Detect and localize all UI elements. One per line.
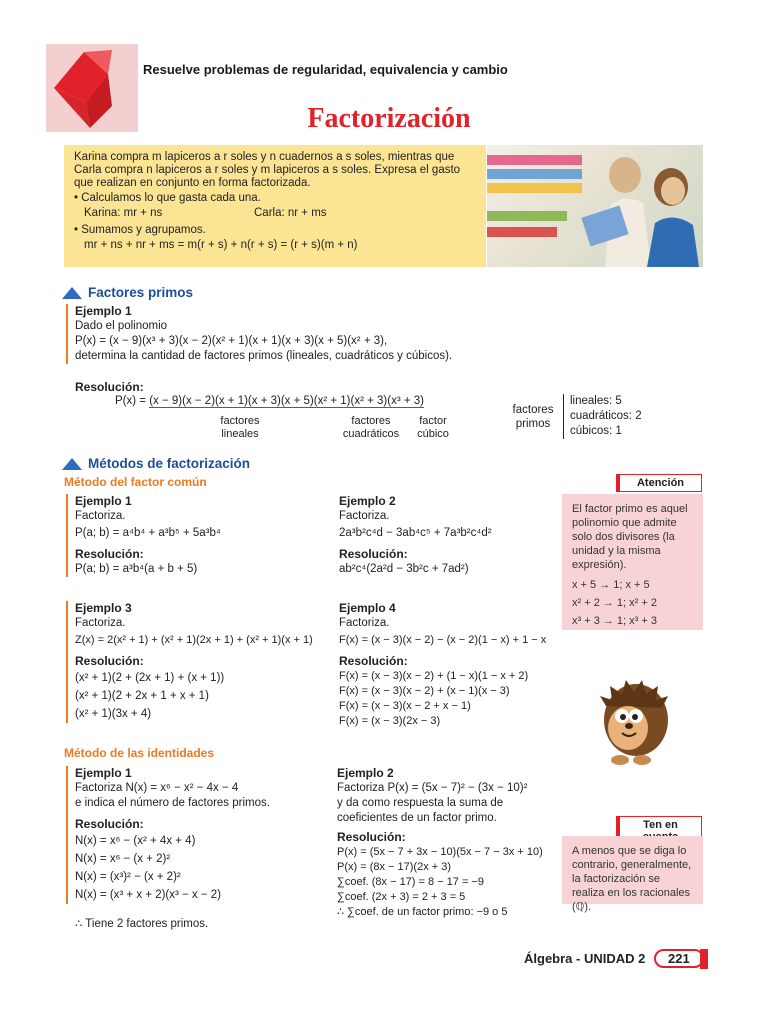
intro-bullet-2: • Sumamos y agrupamos. [74,224,206,236]
resolution-step: N(x) = x⁶ − (x + 2)² [75,853,171,865]
section-triangle-icon [62,458,82,470]
example-expression: F(x) = (x − 3)(x − 2) − (x − 2)(1 − x) + 1 − x [339,634,547,646]
label-quadratic: factores cuadráticos [342,415,400,440]
intro-problem-text: Karina compra m lapiceros a r soles y n cuadernos a s soles, mientras que Carla compra n lapiceros a r soles y m lapiceros a s soles. Expresa el gasto que realizan en conjunto en forma factorizada. [74,151,461,189]
resolution-title: Resolución: [75,547,144,561]
resolution-step: ∑coef. (2x + 3) = 2 + 3 = 5 [337,891,466,903]
cubic-factor: (x³ + 3) [387,395,424,407]
example-title: Ejemplo 1 [75,494,132,508]
section-heading-primes [62,285,193,300]
attention-note [562,494,703,630]
primes-resolution [115,395,424,407]
summary-item: cúbicos: 1 [570,425,622,437]
resolution-title: Resolución: [75,380,144,394]
remember-text: A menos que se diga lo contrario, generalmente, la factorización se realiza en los racionales (ℚ). [572,845,692,913]
intro-bullet-1: • Calculamos lo que gasta cada una. [74,192,261,204]
resolution-step: (x² + 1)(3x + 4) [75,708,152,720]
resolution-title: Resolución: [339,654,408,668]
resolution-answer: P(a; b) = a³b⁴(a + b + 5) [75,563,198,575]
attention-example: x³ + 3 → 1; x³ + 3 [572,615,657,627]
karina-expense: Karina: mr + ns [84,207,163,219]
example-expression: 2a³b²c⁴d − 3ab⁴c⁵ + 7a³b²c⁴d² [339,527,492,539]
common-example-2 [330,494,560,577]
resolution-step: N(x) = (x³ + x + 2)(x³ − x − 2) [75,889,222,901]
common-factor-heading: Método del factor común [64,475,207,489]
remember-tag: Ten en [616,816,702,846]
resolution-lhs: P(x) = [115,395,146,407]
example-prompt: Factoriza. [75,510,126,522]
example-title: Ejemplo 2 [337,766,394,780]
example-line: y da como respuesta la suma de [337,797,504,809]
resolution-answer: ab²c⁴(2a²d − 3b²c + 7ad²) [339,563,469,575]
unit-label: Álgebra - UNIDAD 2 [524,951,646,966]
resolution-step: N(x) = x⁶ − (x² + 4x + 4) [75,835,196,847]
resolution-step: F(x) = (x − 3)(x − 2 + x − 1) [339,700,471,712]
resolution-step: F(x) = (x − 3)(x − 2) + (1 − x)(1 − x + 2) [339,670,529,682]
intro-problem-box [64,145,486,267]
resolution-title: Resolución: [337,830,406,844]
example-title: Ejemplo 1 [75,766,132,780]
quadratic-factors: (x² + 1)(x² + 3) [313,395,388,407]
page-title: Factorización [307,103,471,134]
remember-note [562,836,703,913]
footer-accent [700,949,708,969]
primes-example [66,304,526,364]
summary-item: cuadráticos: 2 [570,410,642,422]
example-line: determina la cantidad de factores primos (lineales, cuadráticos y cúbicos). [75,350,453,362]
example-line: e indica el número de factores primos. [75,797,270,809]
example-prompt: Factoriza. [75,617,126,629]
example-polynomial: P(x) = (x − 9)(x³ + 3)(x − 2)(x² + 1)(x + 1)(x + 3)(x + 5)(x² + 3), [75,335,388,347]
resolution-step: ∑coef. (8x − 17) = 8 − 17 = −9 [337,876,484,888]
section-heading-methods [62,456,250,471]
attention-example: x² + 2 → 1; x² + 2 [572,597,657,609]
students-figure-icon [487,145,703,267]
identities-conclusion-1: ∴ Tiene 2 factores primos. [75,918,209,930]
intro-sum: mr + ns + nr + ms = m(r + s) + n(r + s) = (r + s)(m + n) [84,239,358,251]
resolution-step: F(x) = (x − 3)(x − 2) + (x − 1)(x − 3) [339,685,510,697]
identities-example-1 [66,766,322,904]
example-title: Ejemplo 2 [339,494,396,508]
label-cubic: factor cúbico [417,415,449,440]
example-line: Factoriza N(x) = x⁶ − x² − 4x − 4 [75,782,239,794]
example-line: Dado el polinomio [75,320,168,332]
common-example-3 [66,601,334,723]
example-line: coeficientes de un factor primo. [337,812,497,824]
resolution-title: Resolución: [75,654,144,668]
identities-heading: Método de las identidades [64,746,215,760]
competency-heading: Resuelve problemas de regularidad, equivalencia y cambio [143,62,508,77]
linear-factors: (x − 9)(x − 2)(x + 1)(x + 3)(x + 5) [149,395,314,407]
attention-tag: Atención [616,474,702,492]
carla-expense: Carla: nr + ms [254,207,327,219]
example-expression: Z(x) = 2(x² + 1) + (x² + 1)(2x + 1) + (x² + 1)(x + 1) [75,634,313,646]
section-heading-text: Factores primos [88,285,194,300]
attention-example: x + 5 → 1; x + 5 [572,579,650,591]
summary-item: lineales: 5 [570,395,622,407]
page-number: 221 [654,949,704,968]
resolution-step: (x² + 1)(2 + (2x + 1) + (x + 1)) [75,672,225,684]
resolution-title: Resolución: [75,817,144,831]
hedgehog-mascot-icon [598,676,670,766]
primes-summary [563,394,642,439]
attention-text: El factor primo es aquel polinomio que admite solo dos divisores (la unidad y la misma expresión). [572,503,688,571]
section-heading-text: Métodos de factorización [88,456,251,471]
section-triangle-icon [62,287,82,299]
example-title: Ejemplo 3 [75,601,132,615]
example-prompt: Factoriza. [339,510,390,522]
identities-conclusion-2: ∴ ∑coef. de un factor primo: −9 o 5 [337,906,508,918]
resolution-step: N(x) = (x³)² − (x + 2)² [75,871,181,883]
label-linear: factores lineales [220,415,260,440]
students-photo [487,145,703,267]
resolution-step: (x² + 1)(2 + 2x + 1 + x + 1) [75,690,209,702]
resolution-title: Resolución: [339,547,408,561]
example-prompt: Factoriza. [339,617,390,629]
example-title: Ejemplo 4 [339,601,396,615]
identities-example-2 [328,766,564,920]
common-example-1 [66,494,316,577]
example-line: Factoriza P(x) = (5x − 7)² − (3x − 10)² [337,782,528,794]
example-expression: P(a; b) = a⁴b⁴ + a³b⁵ + 5a³b⁴ [75,527,221,539]
example-title: Ejemplo 1 [75,304,132,318]
common-example-4 [330,601,566,729]
summary-label: factores primos [512,404,554,430]
resolution-step: F(x) = (x − 3)(2x − 3) [339,715,441,727]
resolution-step: P(x) = (5x − 7 + 3x − 10)(5x − 7 − 3x + 10) [337,846,543,858]
resolution-step: P(x) = (8x − 17)(2x + 3) [337,861,452,873]
